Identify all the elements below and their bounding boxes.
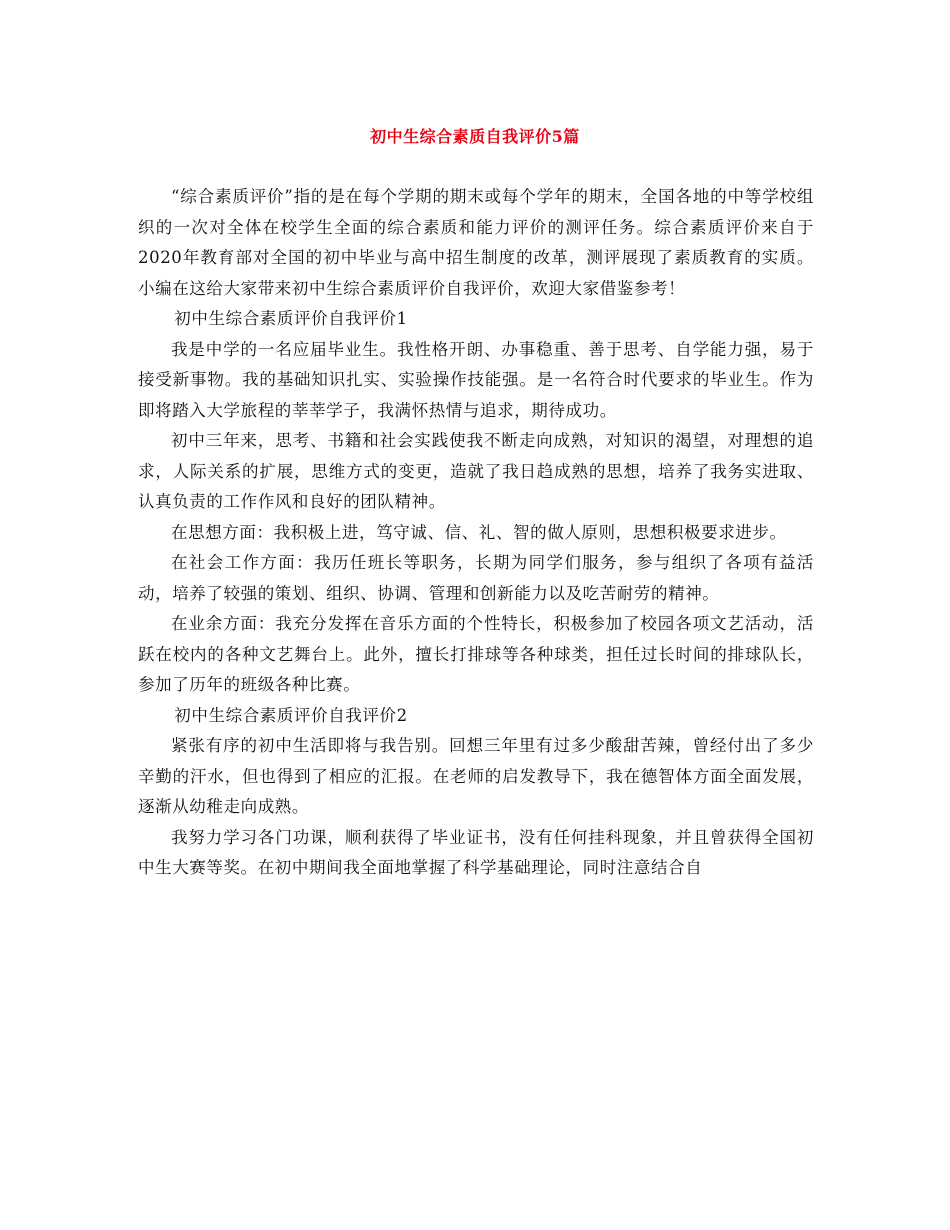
- body-paragraph: 我是中学的一名应届毕业生。我性格开朗、办事稳重、善于思考、自学能力强，易于接受新事物。我的基础知识扎实、实验操作技能强。是一名符合时代要求的毕业生。作为即将踏入大学旅程的莘莘学子，我满怀热情与追求，期待成功。: [138, 339, 814, 420]
- body-paragraph: 紧张有序的初中生活即将与我告别。回想三年里有过多少酸甜苦辣，曾经付出了多少辛勤的汗水，但也得到了相应的汇报。在老师的启发教导下，我在德智体方面全面发展，逐渐从幼稚走向成熟。: [138, 736, 814, 816]
- body-paragraph: 在思想方面：我积极上进，笃守诚、信、礼、智的做人原则，思想积极要求进步。: [171, 522, 787, 542]
- document-body: [138, 182, 814, 884]
- body-paragraph: 初中三年来，思考、书籍和社会实践使我不断走向成熟，对知识的渴望，对理想的追求，人际关系的扩展，思维方式的变更，造就了我日趋成熟的思想，培养了我务实进取、认真负责的工作作风和良好的团队精神。: [138, 431, 814, 511]
- intro-paragraph: “综合素质评价”指的是在每个学期的期末或每个学年的期末，全国各地的中等学校组织的一次对全体在校学生全面的综合素质和能力评价的测评任务。综合素质评价来自于2020年教育部对全国的初中毕业与高中招生制度的改革，测评展现了素质教育的实质。小编在这给大家带来初中生综合素质评价自我评价，欢迎大家借鉴参考！: [138, 187, 814, 298]
- section-heading-2: 初中生综合素质评价自我评价2: [174, 705, 408, 725]
- body-paragraph: 在业余方面：我充分发挥在音乐方面的个性特长，积极参加了校园各项文艺活动，活跃在校内的各种文艺舞台上。此外，擅长打排球等各种球类，担任过长时间的排球队长，参加了历年的班级各种比赛。: [138, 614, 814, 694]
- document-title: 初中生综合素质自我评价5篇: [370, 127, 580, 146]
- section-heading-1: 初中生综合素质评价自我评价1: [174, 309, 408, 328]
- body-paragraph: 在社会工作方面：我历任班长等职务，长期为同学们服务，参与组织了各项有益活动，培养了较强的策划、组织、协调、管理和创新能力以及吃苦耐劳的精神。: [138, 553, 814, 603]
- body-paragraph: 我努力学习各门功课，顺利获得了毕业证书，没有任何挂科现象，并且曾获得全国初中生大赛等奖。在初中期间我全面地掌握了科学基础理论，同时注意结合自: [138, 827, 814, 877]
